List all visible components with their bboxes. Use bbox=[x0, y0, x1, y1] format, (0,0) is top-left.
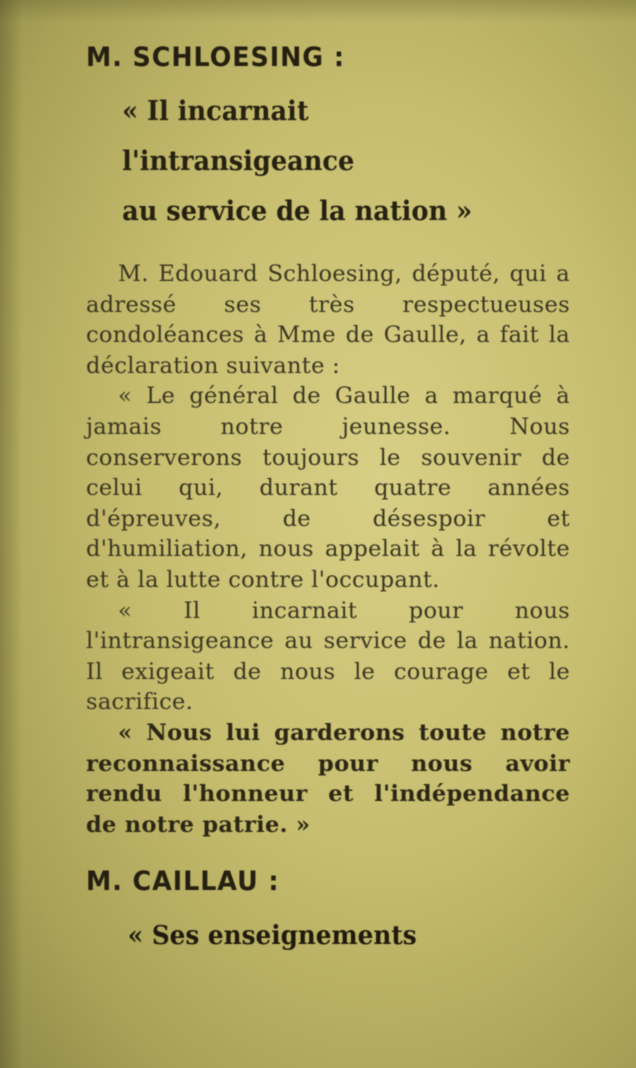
article-paragraph: « Le général de Gaulle a marqué à jamais notre jeunesse. Nous conserverons toujours le souvenir de celui qui, durant quatre années d'épreuves, de désespoir et d'humiliation, nous appelait à la révolte et à la lutte contre l'occupant. bbox=[86, 383, 570, 593]
article-heading: M. SCHLOESING : bbox=[86, 42, 345, 73]
paper-shadow-top bbox=[0, 0, 636, 22]
headline-quote-line: au service de la nation » bbox=[122, 196, 473, 227]
headline-quote-line: l'intransigeance bbox=[122, 146, 355, 177]
headline-quote bbox=[86, 87, 570, 237]
next-article-quote: « Ses enseignements bbox=[127, 921, 417, 952]
next-article-heading: M. CAILLAU : bbox=[86, 866, 280, 898]
article-paragraph: « Nous lui garderons toute notre reconnaissance pour nous avoir rendu l'honneur et l'indépendance de notre patrie. » bbox=[86, 719, 570, 838]
article-paragraph: « Il incarnait pour nous l'intransigeance au service de la nation. Il exigeait de nous le courage et le sacrifice. bbox=[86, 597, 570, 716]
article-body bbox=[86, 259, 570, 840]
headline-quote-line: « Il incarnait bbox=[122, 96, 309, 127]
paper-shadow-left bbox=[0, 0, 22, 1068]
article-column bbox=[86, 42, 570, 951]
article-paragraph: M. Edouard Schloesing, député, qui a adressé ses très respectueuses condoléances à Mme de Gaulle, a fait la déclaration suivante : bbox=[86, 261, 570, 379]
